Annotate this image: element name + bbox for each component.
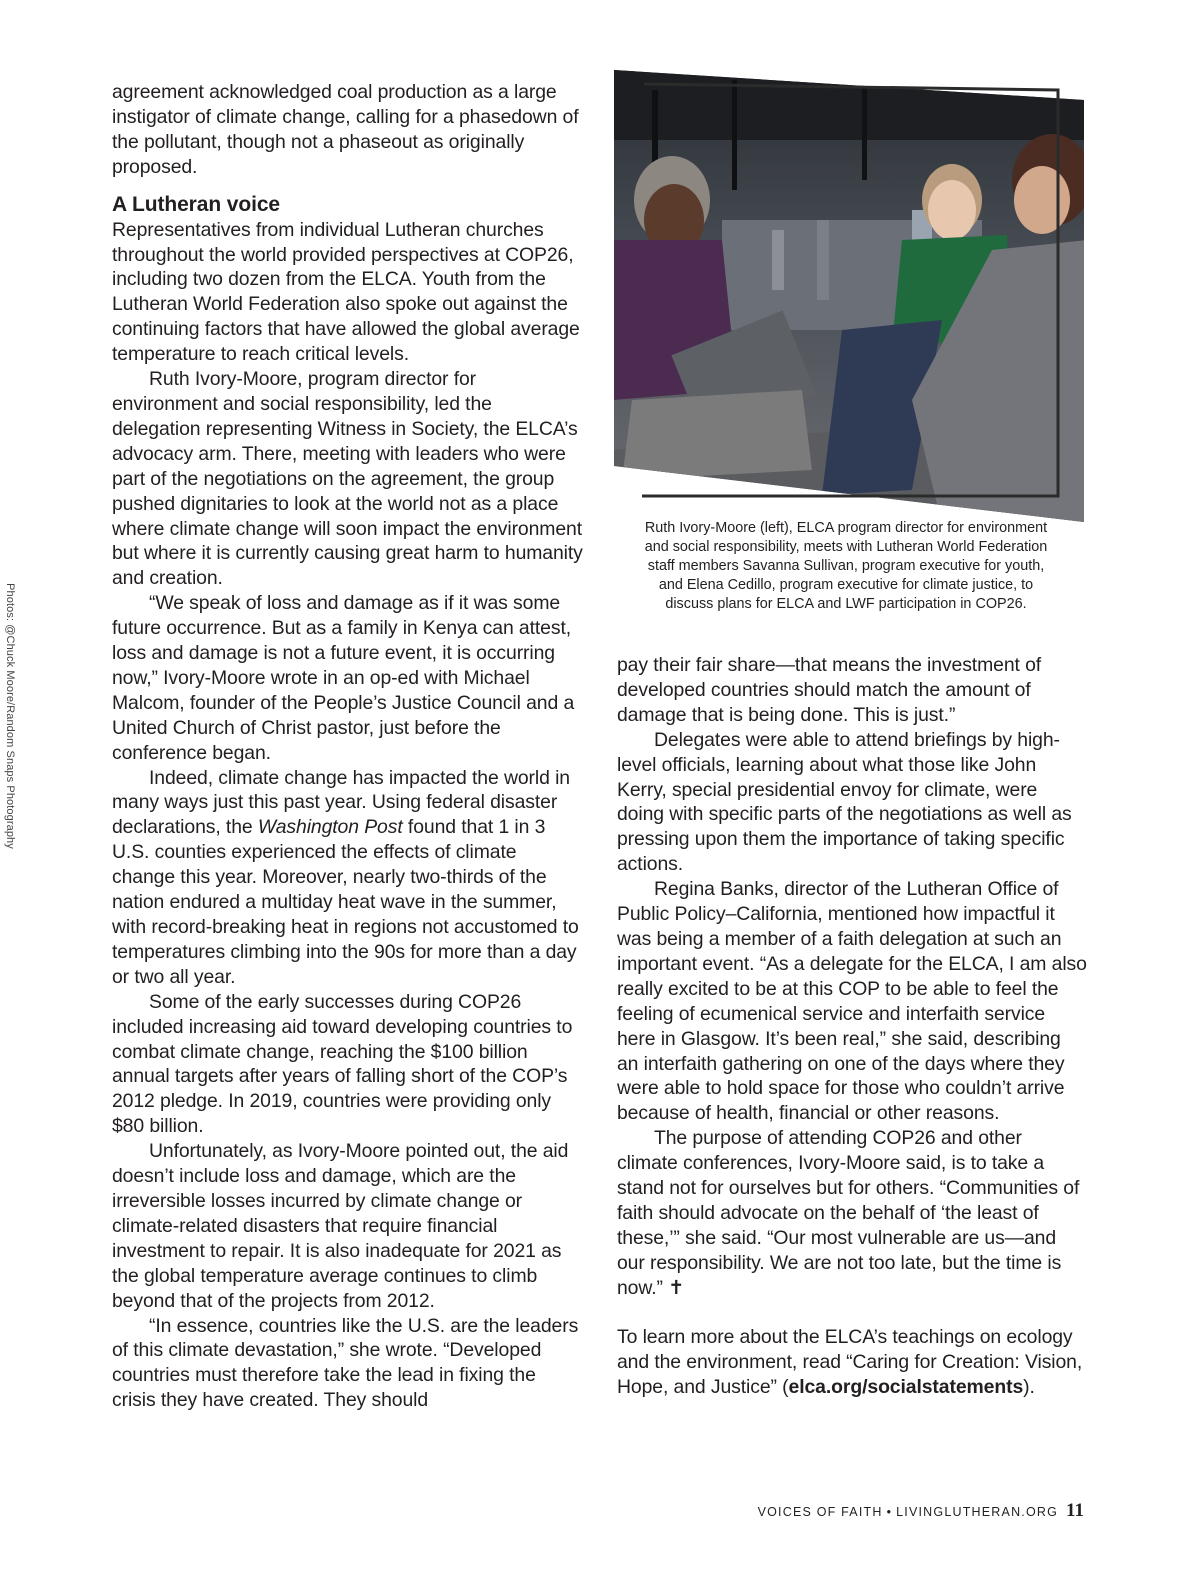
text-run: To learn more about the ELCA’s teachings on ecology and the environment, read “Caring for Creation: Vision, Hope, and Justice” ( [617,1326,1083,1399]
page-footer [758,1500,1084,1522]
body-paragraph: “We speak of loss and damage as if it was some future occurrence. But as a family in Kenya can attest, loss and damage is not a future event, it is occurring now,” Ivory-Moore wrote in an op-ed with Michael Malcom, founder of the People’s Justice Council and a United Church of Christ pastor, just before the conference began. [112,592,575,764]
photo-caption: Ruth Ivory-Moore (left), ELCA program director for environment and social responsibility, meets with Lutheran World Federation staff members Savanna Sullivan, program executive for youth, and Elena Cedillo, program executive for climate justice, to discuss plans for ELCA and LWF participation in COP26. [644,520,1048,612]
body-paragraph: “In essence, countries like the U.S. are the leaders of this climate devastation,” she wrote. “Developed countries must therefore take the lead in fixing the crisis they have created. They should [112,1314,579,1412]
right-column [617,653,1087,1400]
footer-site[interactable]: LIVINGLUTHERAN.ORG [896,1505,1059,1519]
social-statements-link[interactable]: elca.org/socialstatements [788,1376,1024,1399]
body-paragraph [617,1126,1087,1300]
footer-section: VOICES OF FAITH [757,1505,883,1519]
section-subhead: A Lutheran voice [112,192,280,216]
left-column [112,80,584,1413]
closing-note [617,1325,1087,1400]
body-paragraph: Some of the early successes during COP26 included increasing aid toward developing countries to combat climate change, reaching the $100 billion annual targets after years of falling short of the COP’s 2012 pledge. In 2019, countries were providing only $80 billion. [112,990,573,1138]
text-run: The purpose of attending COP26 and other climate conferences, Ivory-Moore said, is to take a stand not for ourselves but for others. “Communities of faith should advocate on the behalf of ‘the least of these,’” she said. “Our most vulnerable are us—and our responsibility. We are not too late, but the time is now.” [617,1127,1080,1299]
page-number: 11 [1066,1500,1084,1521]
body-paragraph: pay their fair share—that means the investment of developed countries should match the amount of damage that is being done. This is just.” [617,654,1042,726]
text-run: ). [1023,1376,1035,1399]
body-paragraph: Ruth Ivory-Moore, program director for environment and social responsibility, led the delegation representing Witness in Society, the ELCA’s advocacy arm. There, meeting with leaders who were part of the negotiations on the agreement, the group pushed dignitaries to look at the world not as a place where climate change will soon impact the environment but where it is currently causing great harm to humanity and creation. [112,368,583,590]
photo-illustration [612,70,1088,525]
body-paragraph [112,766,584,990]
meeting-photo [612,70,1088,525]
body-paragraph: Representatives from individual Lutheran churches throughout the world provided perspectives at COP26, including two dozen from the ELCA. Youth from the Lutheran World Federation also spoke out against the continuing factors that have allowed the global average temperature to reach critical levels. [112,218,580,366]
body-paragraph: Unfortunately, as Ivory-Moore pointed out, the aid doesn’t include loss and damage, which are the irreversible losses incurred by climate change or climate-related disasters that require financial investment to repair. It is also inadequate for 2021 as the global temperature average continues to climb beyond that of the projects from 2012. [112,1140,569,1312]
publication-title: Washington Post [257,816,403,839]
intro-paragraph: agreement acknowledged coal production as a large instigator of climate change, calling for a phasedown of the pollutant, though not a phaseout as originally proposed. [112,81,579,178]
body-paragraph: Delegates were able to attend briefings by high-level officials, learning about what those like John Kerry, special presidential envoy for climate, were doing with specific parts of the negotiations as well as pressing upon them the importance of taking specific actions. [617,728,1072,876]
end-mark-icon: ✝ [668,1276,685,1299]
text-run: Indeed, climate change has impacted the world in many ways just this past year. Using federal disaster declarations, the [112,766,570,839]
footer-separator: • [886,1505,893,1519]
text-run: found that 1 in 3 U.S. counties experienced the effects of climate change this year. Moreover, nearly two-thirds of the nation endured a multiday heat wave in the summer, with record-breaking heat in regions not accustomed to temperatures climbing into the 90s for more than a day or two all year. [112,816,579,988]
photo-credit: Photos: @Chuck Moore/Random Snaps Photography [4,583,16,849]
body-paragraph: Regina Banks, director of the Lutheran Office of Public Policy–California, mentioned how impactful it was being a member of a faith delegation at such an important event. “As a delegate for the ELCA, I am also really excited to be at this COP to be able to feel the feeling of ecumenical service and interfaith service here in Glasgow. It’s been real,” she said, describing an interfaith gathering on one of the days where they were able to hold space for those who couldn’t arrive because of health, financial or other reasons. [617,878,1087,1125]
